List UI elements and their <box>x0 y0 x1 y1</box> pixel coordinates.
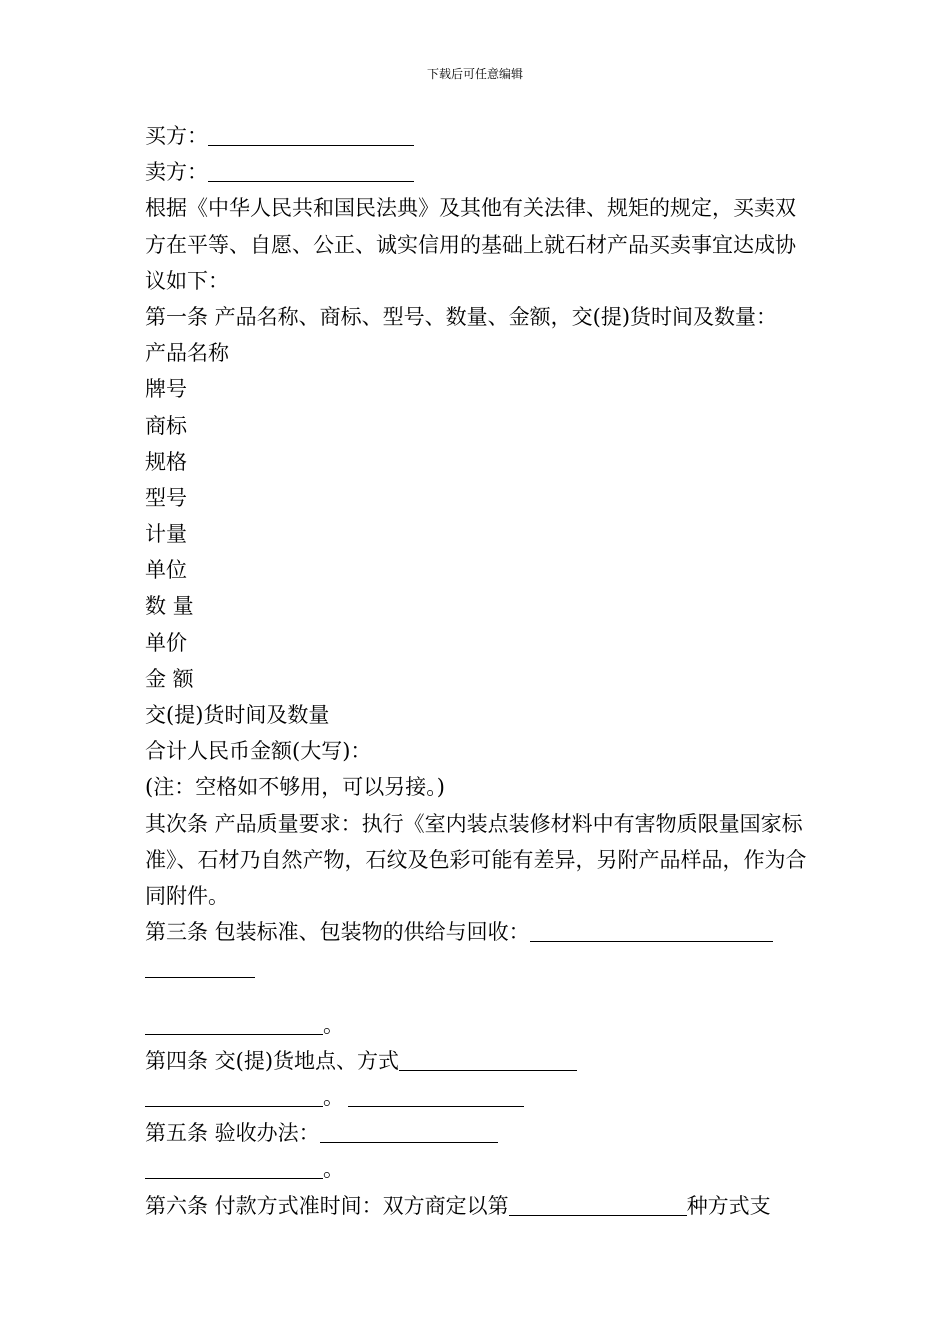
article4-blank-1 <box>399 1048 577 1071</box>
article1-total-label: 合计人民币金额(大写)： <box>145 739 372 764</box>
article1-item-trademark: 商标 <box>145 413 187 438</box>
article6-suffix: 种方式支 <box>686 1193 771 1218</box>
article1-item-brand-number: 牌号 <box>145 377 187 402</box>
article6-line <box>145 1188 810 1224</box>
article3-continuation <box>145 950 810 986</box>
article1-item-unit: 单位 <box>145 558 187 583</box>
article5-period: 。 <box>323 1157 344 1182</box>
article1-item-quantity: 数 量 <box>145 594 194 619</box>
seller-line <box>145 154 810 190</box>
article1-item-delivery: 交(提)货时间及数量 <box>145 703 330 728</box>
article3-title-line <box>145 914 810 950</box>
article5-title-line <box>145 1115 810 1151</box>
article1-item-product-name: 产品名称 <box>145 341 229 366</box>
seller-blank <box>208 159 414 182</box>
article3-end-line <box>145 1007 810 1043</box>
article6-prefix: 第六条 付款方式准时间：双方商定以第 <box>145 1193 509 1218</box>
article4-blank-3 <box>348 1084 524 1107</box>
article4-title: 第四条 交(提)货地点、方式 <box>145 1048 400 1073</box>
article5-title: 第五条 验收办法： <box>145 1121 320 1146</box>
buyer-label: 买方： <box>145 124 208 148</box>
article5-blank-1 <box>320 1120 498 1143</box>
article5-blank-2 <box>145 1156 323 1179</box>
article1-item-amount: 金 额 <box>145 666 194 691</box>
article4-title-line <box>145 1043 810 1079</box>
spacer <box>145 987 810 1007</box>
article3-title: 第三条 包装标准、包装物的供给与回收： <box>145 920 530 945</box>
intro-paragraph: 根据《中华人民共和国民法典》及其他有关法律、规矩的规定，买卖双方在平等、自愿、公正、诚实信用的基础上就石材产品买卖事宜达成协议如下： <box>145 196 796 293</box>
article3-blank-2 <box>145 955 255 978</box>
seller-label: 卖方： <box>145 160 208 185</box>
article1-note: (注：空格如不够用，可以另接。) <box>145 775 445 800</box>
article3-period: 。 <box>323 1012 344 1037</box>
article3-blank-1 <box>530 919 773 942</box>
article4-period: 。 <box>323 1084 344 1109</box>
article6-blank <box>509 1193 687 1216</box>
page-header: 下载后可任意编辑 <box>426 67 523 81</box>
buyer-blank <box>208 123 414 146</box>
article1-title: 第一条 产品名称、商标、型号、数量、金额，交(提)货时间及数量： <box>145 304 778 329</box>
article4-end-line <box>145 1079 810 1115</box>
article1-item-measurement: 计量 <box>145 522 187 547</box>
contract-body <box>145 118 810 1224</box>
article2-paragraph: 其次条 产品质量要求：执行《室内装点装修材料中有害物质限量国家标准》、石材乃自然产物，石纹及色彩可能有差异，另附产品样品，作为合同附件。 <box>145 811 807 909</box>
article5-end-line <box>145 1151 810 1187</box>
article4-blank-2 <box>145 1084 323 1107</box>
article1-item-model: 型号 <box>145 485 187 510</box>
article3-blank-3 <box>145 1012 323 1035</box>
buyer-line <box>145 118 810 154</box>
article1-item-unit-price: 单价 <box>145 630 187 655</box>
article1-item-specification: 规格 <box>145 449 187 474</box>
